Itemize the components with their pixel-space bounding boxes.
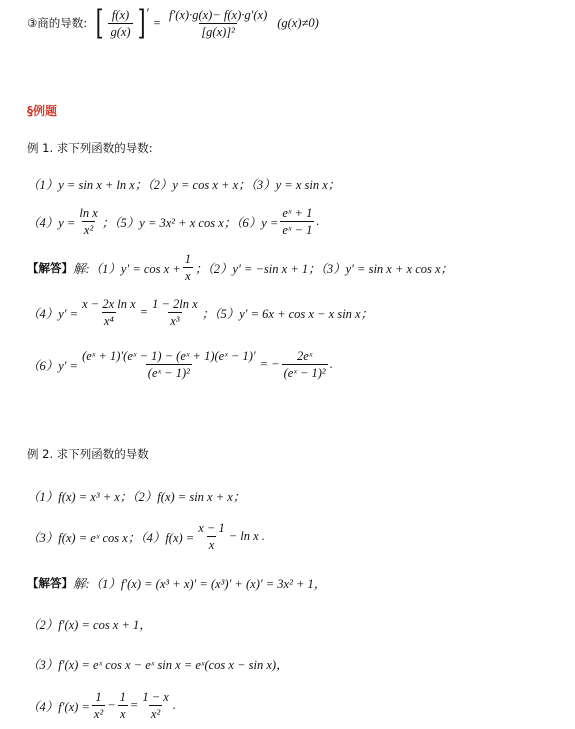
fraction: $\frac{\text{2eˣ}}{\text{(eˣ − 1)²}}$	[283, 349, 326, 380]
quotient-lhs-denominator: g(x)	[110, 24, 131, 39]
quotient-rule-label: ③商的导数:	[27, 16, 88, 30]
quotient-rhs-denominator: [g(x)]²	[201, 24, 235, 39]
fraction: $\frac{\text{x − 2x ln x}}{\text{x⁴}}$	[82, 297, 136, 328]
ex2-answer-line3: （3）f′(x) = eˣ cos x − eˣ sin x = eˣ(cos x − sin x)，	[27, 658, 289, 672]
fraction: $\frac{\text{ln x}}{\text{x²}}$	[79, 206, 98, 237]
fraction: $\frac{1}{x}$	[119, 690, 126, 721]
ex2-title: 例 2. 求下列函数的导数	[27, 447, 149, 461]
ex1-answer-line1: 【解答】 解:（1）y′ = cos x + $\frac{1}{x}$ ；（2）y′ = −sin x + 1；（3）y′ = sin x + x cos x；	[27, 252, 454, 283]
fraction: $\frac{\text{(eˣ + 1)′(eˣ − 1) − (eˣ + 1)(eˣ − 1)′}}{\text{(eˣ − 1)²}}$	[82, 349, 256, 380]
ex1-line2: （4）y = $\frac{\text{ln x}}{\text{x²}}$ ；（5）y = 3x² + x cos x；（6）y = $\frac{\text{eˣ + 1}}{\text{eˣ − 1}}$ .	[27, 206, 320, 237]
answer-tag: 【解答】	[27, 260, 73, 275]
quotient-rhs	[167, 8, 269, 39]
fraction: $\frac{\text{eˣ + 1}}{\text{eˣ − 1}}$	[282, 206, 313, 237]
quotient-rule-formula: ③商的导数: [ $\frac{f(x)}{g(x)}$ ] ′ = $\frac{f'(x)\cdot g(x)- f(x)\cdot g'(x)}{\text{[g(x)]²}}$ (g(x)≠0)	[27, 3, 319, 43]
quotient-condition: (g(x)≠0)	[277, 15, 319, 30]
ex1-line1: （1）y = sin x + ln x；（2）y = cos x + x；（3）y = x sin x；	[27, 178, 341, 192]
ex2-answer-line1: 【解答】 解:（1）f′(x) = (x³ + x)′ = (x³)′ + (x)′ = 3x² + 1，	[27, 576, 327, 591]
quotient-lhs-numerator: f(x)	[111, 7, 130, 22]
ex2-line1: （1）f(x) = x³ + x；（2）f(x) = sin x + x；	[27, 490, 246, 504]
answer-tag: 【解答】	[27, 576, 73, 590]
fraction: $\frac{1}{x}$	[184, 252, 192, 283]
ex1-answer-line2: （4）y′ = $\frac{\text{x − 2x ln x}}{\text{x⁴}}$ = $\frac{\text{1 − 2ln x}}{\text{x³}}$ ；（5）y′ = 6x + cos x − x sin x；	[27, 297, 374, 328]
ex2-answer-line2: （2）f′(x) = cos x + 1，	[27, 618, 152, 632]
ex2-line2: （3）f(x) = eˣ cos x；（4）f(x) = $\frac{x - 1}{x}$ − ln x .	[27, 521, 265, 552]
ex1-title: 例 1. 求下列函数的导数:	[27, 141, 153, 155]
fraction: $\frac{\text{1 − 2ln x}}{\text{x³}}$	[152, 297, 198, 328]
quotient-rhs-numerator: f′(x)·g(x)− f(x)·g′(x)	[169, 7, 268, 22]
ex2-answer-line4: （4）f′(x) = $\frac{1}{\text{x²}}$ − $\frac{1}{x}$ = $\frac{1 - x}{\text{x²}}$ .	[27, 690, 176, 721]
ex1-answer-line3: （6）y′ = $\frac{\text{(eˣ + 1)′(eˣ − 1) − (eˣ + 1)(eˣ − 1)′}}{\text{(eˣ − 1)²}}$ = − $\frac{\text{2eˣ}}{\text{(eˣ − 1)²}}$ .	[27, 349, 333, 380]
fraction: $\frac{x - 1}{x}$	[198, 521, 225, 552]
fraction: $\frac{1 - x}{\text{x²}}$	[142, 690, 169, 721]
section-heading: §例题	[27, 104, 58, 118]
fraction: $\frac{1}{\text{x²}}$	[93, 690, 104, 721]
quotient-lhs: [ $\frac{f(x)}{g(x)}$ ] ′	[95, 3, 149, 43]
